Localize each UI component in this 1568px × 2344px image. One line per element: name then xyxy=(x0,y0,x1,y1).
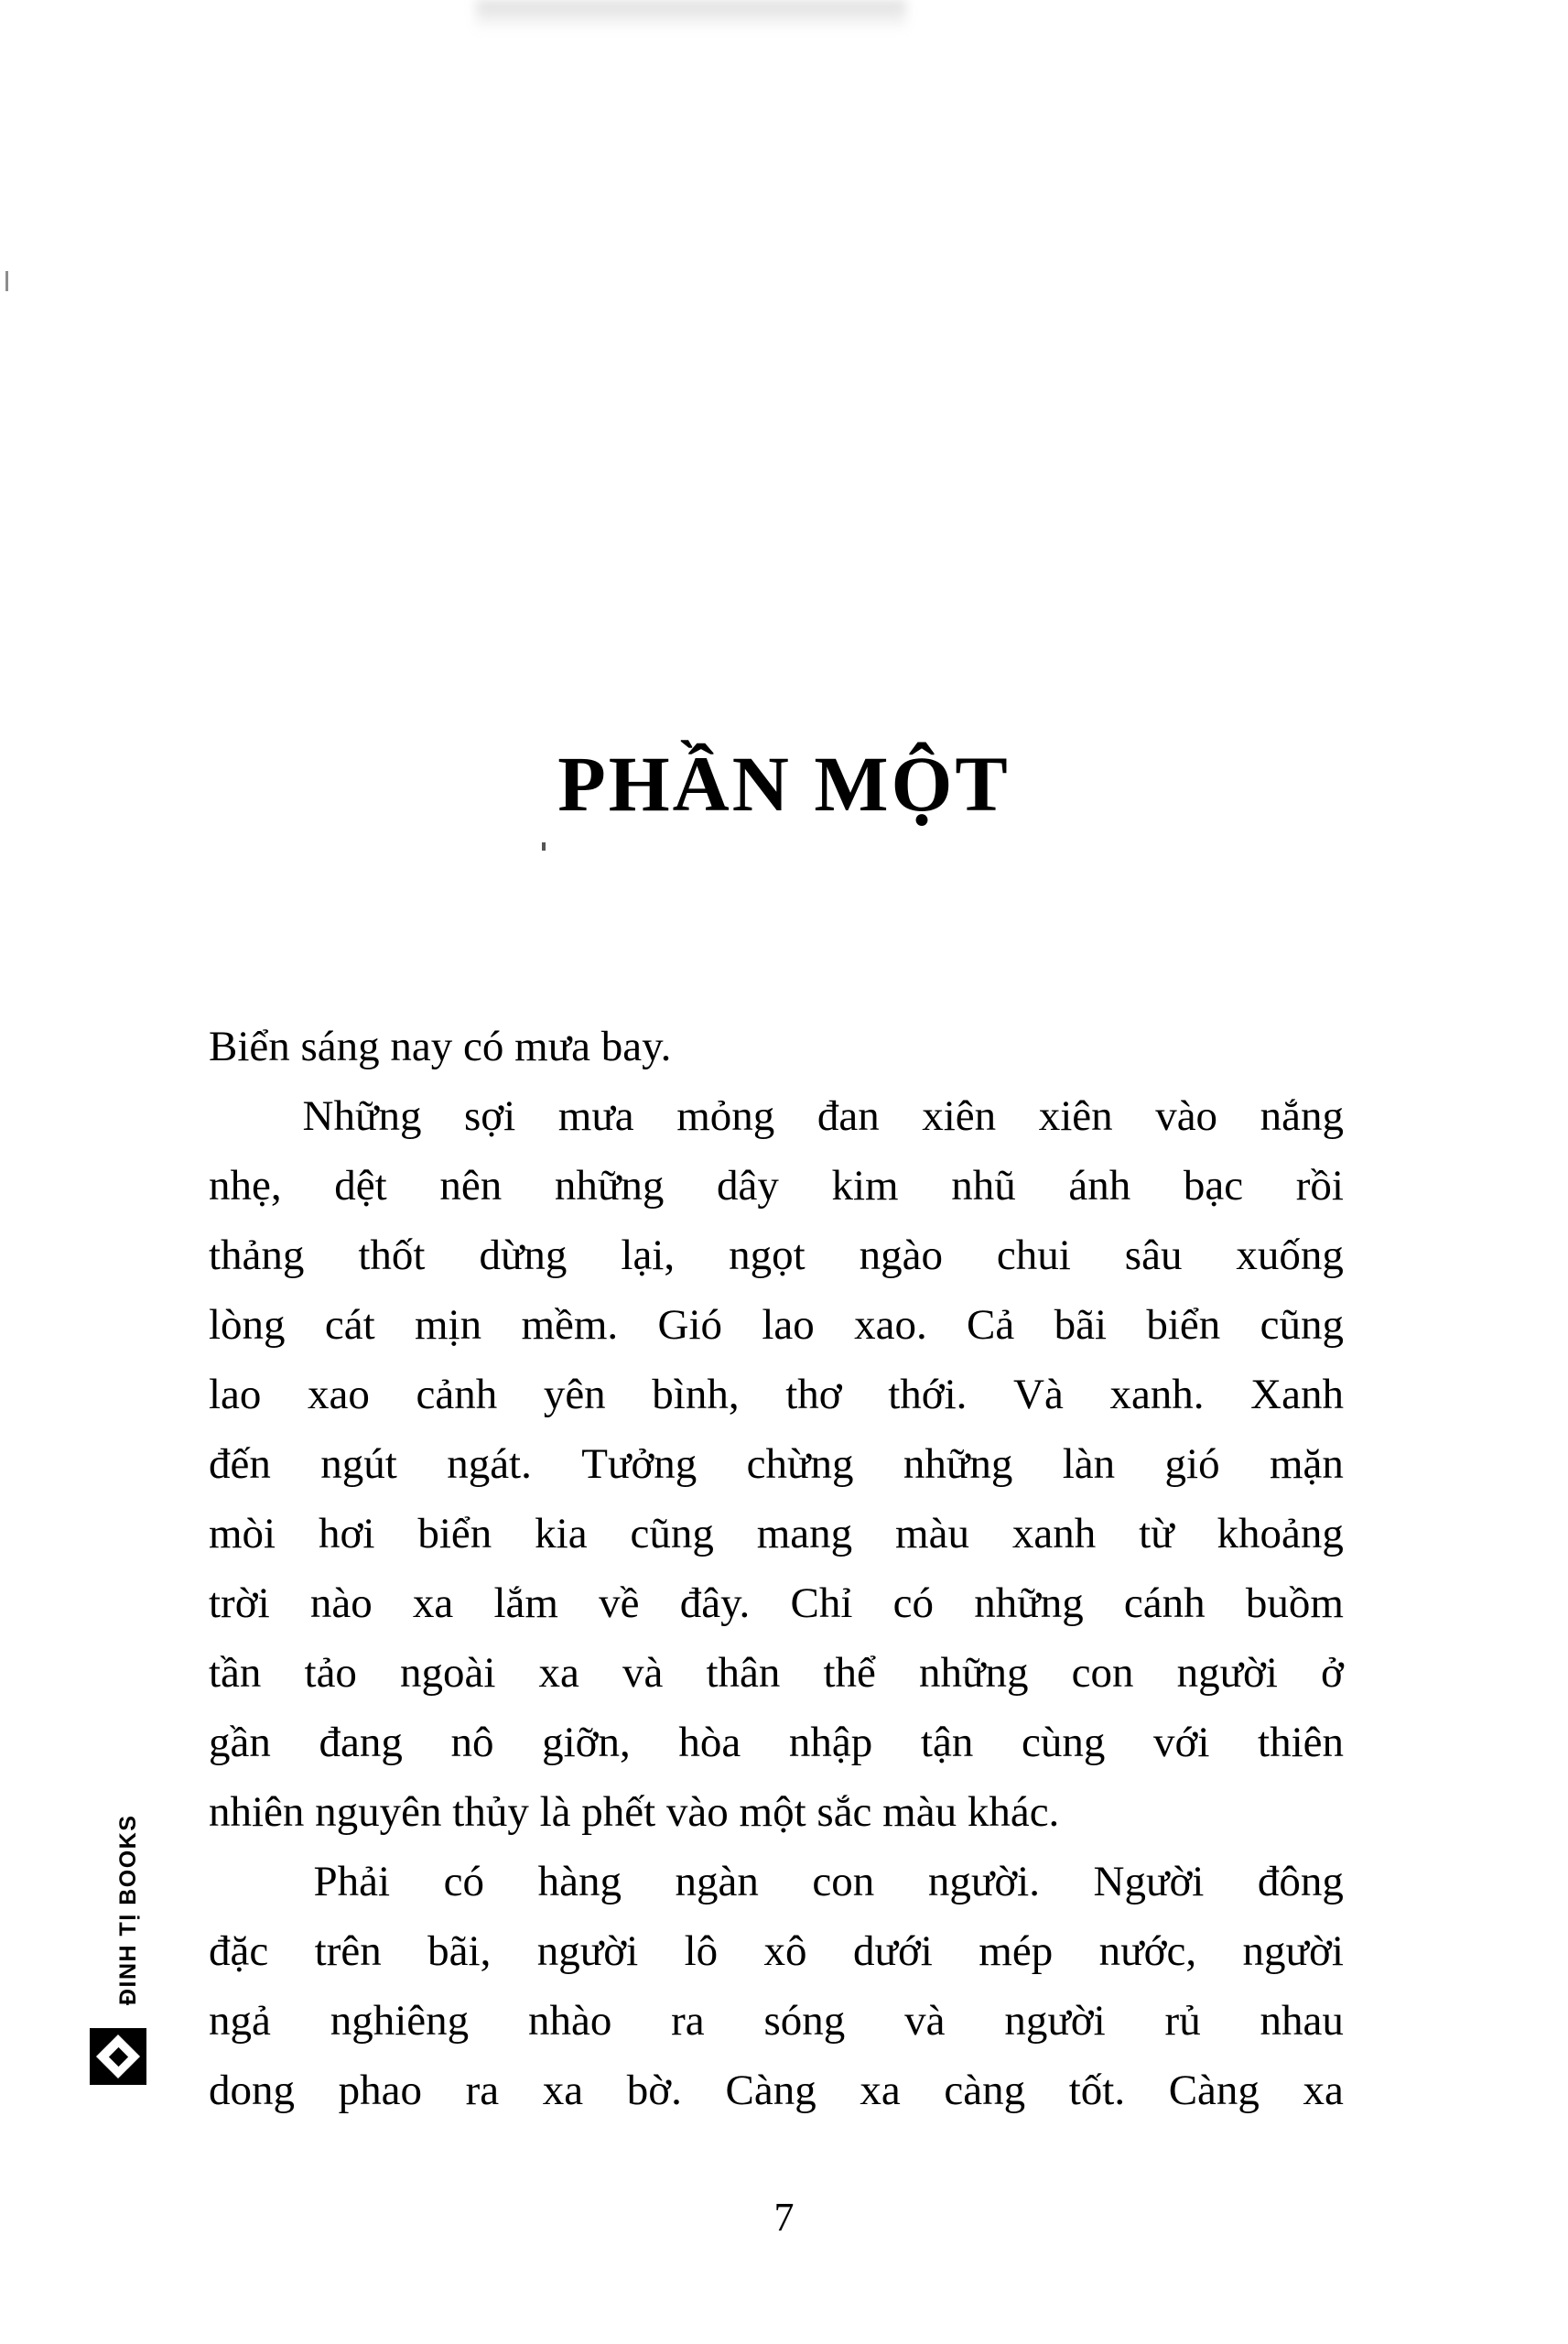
text-word: xiên xyxy=(1038,1092,1113,1140)
text-line xyxy=(209,1429,1344,1499)
paragraph-indent xyxy=(209,1081,260,1151)
text-word: xanh. xyxy=(1109,1371,1205,1418)
text-word: nghiêng xyxy=(330,1997,470,2045)
scan-artifact-top xyxy=(476,0,906,31)
text-word: tận xyxy=(920,1719,974,1766)
text-word: đến xyxy=(209,1440,271,1488)
text-word: buồm xyxy=(1245,1579,1344,1627)
text-word: xa xyxy=(860,2067,901,2114)
text-word: xa xyxy=(542,2067,584,2114)
text-word: biển xyxy=(1146,1301,1221,1349)
text-word: Người xyxy=(1093,1858,1205,1905)
publisher-name: ĐINH TỊ BOOKS xyxy=(115,1814,141,2005)
text-word: người. xyxy=(927,1858,1040,1905)
text-line xyxy=(209,1708,1344,1777)
text-word: người xyxy=(1242,1927,1344,1975)
text-word: nên xyxy=(439,1162,503,1210)
text-line xyxy=(209,1151,1344,1221)
text-word: mưa xyxy=(557,1092,634,1140)
text-line xyxy=(209,1916,1344,1986)
text-word: cũng xyxy=(1260,1301,1344,1349)
text-word: nắng xyxy=(1260,1092,1344,1140)
text-word: ánh xyxy=(1068,1162,1131,1210)
text-word: xa xyxy=(538,1649,579,1697)
text-word: Càng xyxy=(1168,2067,1260,2114)
text-line xyxy=(209,1499,1344,1568)
text-word: đan xyxy=(816,1092,880,1140)
text-word: mềm. xyxy=(521,1301,619,1349)
body-paragraph xyxy=(209,1847,1344,2125)
text-word: kia xyxy=(535,1510,588,1557)
text-word: ngát. xyxy=(447,1440,532,1488)
text-word: thới. xyxy=(888,1371,968,1418)
body-paragraph xyxy=(209,1081,1344,1847)
text-word: tần xyxy=(209,1649,262,1697)
text-word: từ xyxy=(1139,1510,1174,1557)
text-word: trên xyxy=(314,1927,382,1975)
text-word: nhập xyxy=(788,1719,873,1766)
text-word: gió xyxy=(1164,1440,1220,1488)
text-word: xuống xyxy=(1236,1232,1344,1279)
text-word: bãi xyxy=(1054,1301,1108,1349)
text-word: có xyxy=(443,1858,485,1905)
text-line xyxy=(209,1221,1344,1290)
text-word: lòng xyxy=(209,1301,286,1349)
diamond-square-logo-icon xyxy=(90,2028,146,2085)
text-word: dây xyxy=(716,1162,779,1210)
text-word: mỏng xyxy=(676,1092,775,1140)
text-word: ngàn xyxy=(675,1858,759,1905)
text-word: những xyxy=(919,1649,1029,1697)
text-word: mép xyxy=(979,1927,1054,1975)
text-word: bờ. xyxy=(626,2067,682,2114)
text-word: xao xyxy=(308,1371,370,1418)
text-word: xiên xyxy=(922,1092,997,1140)
text-word: làn xyxy=(1062,1440,1116,1488)
text-word: người xyxy=(536,1927,639,1975)
text-word: dưới xyxy=(852,1927,933,1975)
text-word: rủ xyxy=(1164,1997,1201,2045)
text-word: chui xyxy=(996,1232,1071,1279)
text-word: ở xyxy=(1321,1649,1344,1697)
text-word: lô xyxy=(684,1927,719,1975)
text-word: vào xyxy=(1155,1092,1218,1140)
text-word: sợi xyxy=(464,1092,516,1140)
page-number: 7 xyxy=(773,2195,795,2240)
text-word: càng xyxy=(944,2067,1026,2114)
text-word: người xyxy=(1176,1649,1278,1697)
text-word: tốt. xyxy=(1068,2067,1126,2114)
text-word: con xyxy=(812,1858,875,1905)
text-word: cùng xyxy=(1021,1719,1106,1766)
text-word: thốt xyxy=(358,1232,426,1279)
text-word: lao xyxy=(209,1371,262,1418)
text-word: Chỉ xyxy=(790,1579,853,1627)
text-word: xô xyxy=(763,1927,807,1975)
text-word: xa xyxy=(412,1579,454,1627)
text-word: đông xyxy=(1257,1858,1344,1905)
text-word: sâu xyxy=(1124,1232,1183,1279)
text-line xyxy=(209,1638,1344,1708)
text-word: xanh xyxy=(1011,1510,1097,1557)
text-word: mang xyxy=(756,1510,853,1557)
text-line: nhiên nguyên thủy là phết vào một sắc màu khác. xyxy=(209,1788,1060,1836)
text-word: Những xyxy=(302,1092,422,1140)
text-word: gần xyxy=(209,1719,271,1766)
text-word: con xyxy=(1071,1649,1134,1697)
text-word: nhẹ, xyxy=(209,1162,282,1210)
text-word: bãi, xyxy=(427,1927,492,1975)
text-word: ngào xyxy=(859,1232,943,1279)
text-word: những xyxy=(974,1579,1084,1627)
text-word: những xyxy=(903,1440,1013,1488)
paragraph-indent xyxy=(209,1847,260,1916)
text-word: cánh xyxy=(1123,1579,1206,1627)
text-word: chừng xyxy=(746,1440,854,1488)
text-word: yên xyxy=(543,1371,606,1418)
text-line xyxy=(209,1081,1344,1151)
text-word: ngoài xyxy=(400,1649,496,1697)
text-word: thảng xyxy=(209,1232,305,1279)
text-line xyxy=(209,1986,1344,2056)
text-word: bạc xyxy=(1183,1162,1244,1210)
text-word: dệt xyxy=(334,1162,387,1210)
text-line xyxy=(209,2056,1344,2125)
text-word: và xyxy=(622,1649,664,1697)
scan-artifact-speck xyxy=(542,842,546,851)
text-word: tảo xyxy=(304,1649,357,1697)
text-word: thiên xyxy=(1258,1719,1344,1766)
text-word: ngọt xyxy=(729,1232,806,1279)
text-word: lại, xyxy=(621,1232,676,1279)
text-word: Gió xyxy=(657,1301,723,1349)
text-word: đây. xyxy=(679,1579,751,1627)
text-word: rồi xyxy=(1295,1162,1344,1210)
text-line: Biển sáng nay có mưa bay. xyxy=(209,1023,672,1070)
text-word: Và xyxy=(1013,1371,1064,1418)
text-word: nhào xyxy=(527,1997,612,2045)
text-word: có xyxy=(892,1579,935,1627)
text-word: hàng xyxy=(537,1858,622,1905)
text-word: sóng xyxy=(763,1997,846,2045)
text-word: dừng xyxy=(479,1232,568,1279)
text-word: cũng xyxy=(630,1510,714,1557)
text-word: ngút xyxy=(320,1440,397,1488)
text-word: kim xyxy=(831,1162,899,1210)
text-word: Phải xyxy=(313,1858,391,1905)
text-word: lắm xyxy=(493,1579,558,1627)
text-word: mặn xyxy=(1269,1440,1344,1488)
text-word: mịn xyxy=(415,1301,482,1349)
text-word: thân xyxy=(706,1649,781,1697)
page-title: PHẦN MỘT xyxy=(557,739,1011,828)
text-word: Tưởng xyxy=(581,1440,697,1488)
text-word: phao xyxy=(338,2067,422,2114)
text-line xyxy=(209,1290,1344,1360)
text-line xyxy=(209,1360,1344,1429)
text-word: dong xyxy=(209,2067,295,2114)
text-word: hòa xyxy=(678,1719,741,1766)
text-word: nô xyxy=(450,1719,494,1766)
text-line xyxy=(209,1568,1344,1638)
text-word: Cả xyxy=(967,1301,1015,1349)
text-word: xa xyxy=(1303,2067,1344,2114)
text-word: thơ xyxy=(785,1371,842,1418)
text-word: nào xyxy=(309,1579,373,1627)
text-word: trời xyxy=(209,1579,270,1627)
text-word: đang xyxy=(319,1719,403,1766)
text-word: về xyxy=(599,1579,640,1627)
text-word: ra xyxy=(465,2067,500,2114)
text-word: ra xyxy=(671,1997,705,2045)
text-word: và xyxy=(904,1997,946,2045)
text-line xyxy=(209,1847,1344,1916)
scan-artifact-left-tick xyxy=(5,271,8,291)
text-word: cát xyxy=(324,1301,375,1349)
text-word: mòi xyxy=(209,1510,276,1557)
text-word: Càng xyxy=(725,2067,816,2114)
text-word: hơi xyxy=(319,1510,375,1557)
text-word: màu xyxy=(895,1510,969,1557)
text-word: với xyxy=(1152,1719,1210,1766)
text-word: nhau xyxy=(1260,1997,1344,2045)
text-word: thể xyxy=(823,1649,876,1697)
text-word: xao. xyxy=(854,1301,927,1349)
text-word: biển xyxy=(417,1510,492,1557)
text-word: bình, xyxy=(652,1371,740,1418)
body-text-column xyxy=(209,1012,1344,2125)
text-word: những xyxy=(554,1162,665,1210)
text-word: lao xyxy=(762,1301,815,1349)
text-word: nhũ xyxy=(951,1162,1016,1210)
text-word: người xyxy=(1004,1997,1106,2045)
text-word: đặc xyxy=(209,1927,269,1975)
text-word: Xanh xyxy=(1250,1371,1344,1418)
text-word: ngả xyxy=(209,1997,271,2045)
text-word: khoảng xyxy=(1217,1510,1344,1557)
text-word: giỡn, xyxy=(542,1719,631,1766)
text-word: nước, xyxy=(1098,1927,1197,1975)
text-word: cảnh xyxy=(416,1371,498,1418)
body-paragraph xyxy=(209,1012,1344,1081)
